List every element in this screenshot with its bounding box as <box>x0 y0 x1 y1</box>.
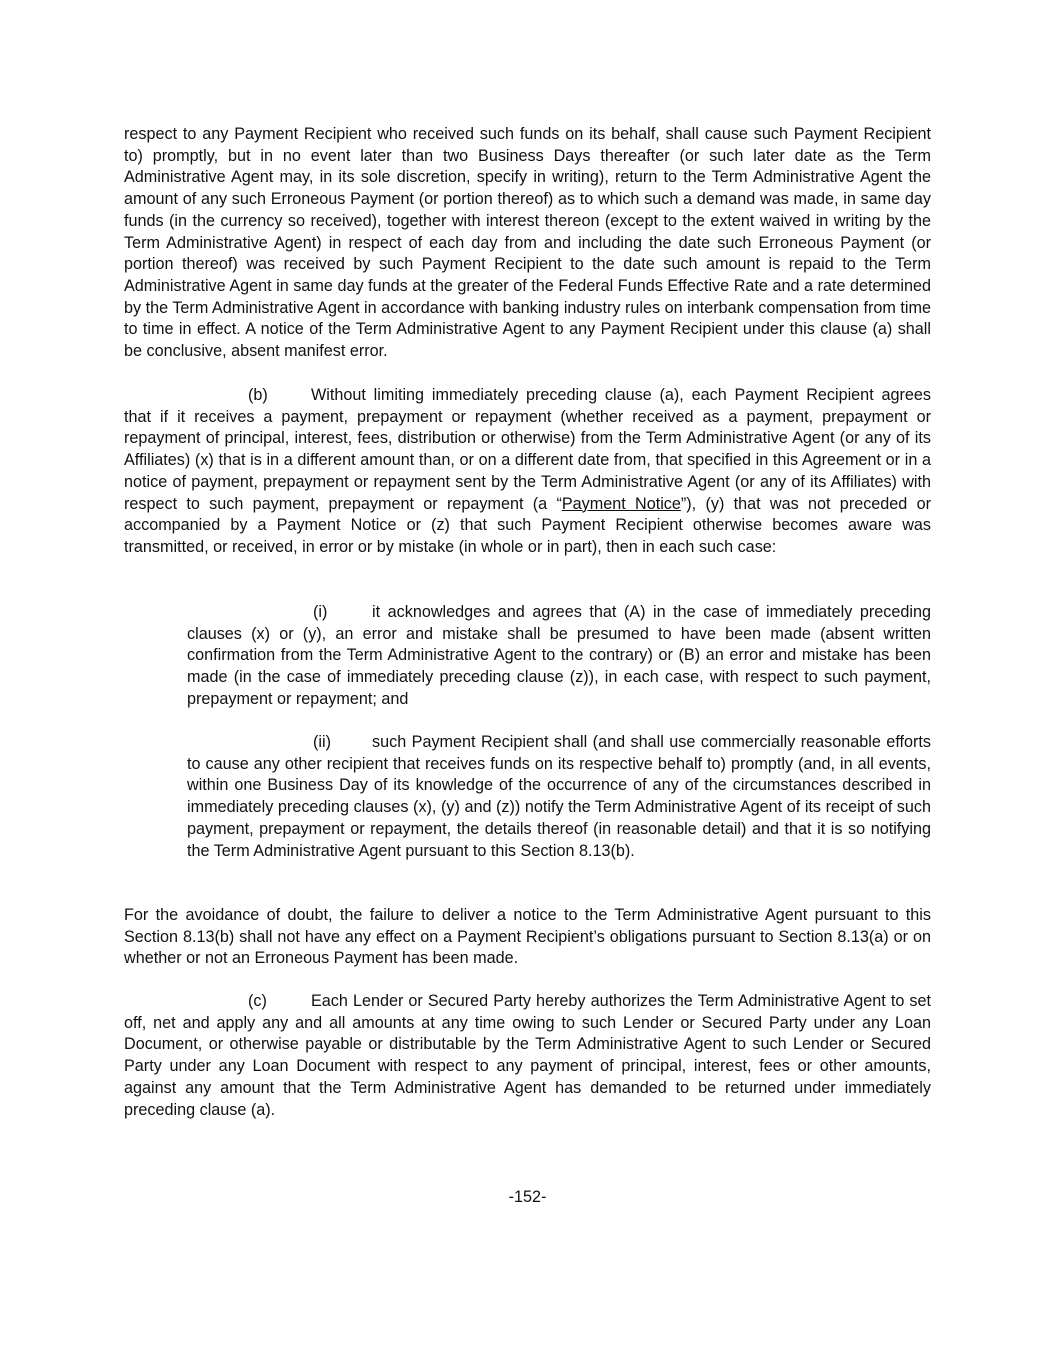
payment-notice-defined-term: Payment Notice <box>561 494 681 513</box>
subclause-ii <box>187 732 931 862</box>
subclause-ii-label: (ii) <box>313 733 331 751</box>
paragraph-c <box>124 991 931 1121</box>
subclause-i-text: it acknowledges and agrees that (A) in the case of immediately preceding clauses (x) or (y), an error and mistake shall be presumed to have been made (absent written confirmation from the Term Administrative Agent to the contrary) or (B) an error and mistake has been made (in the case of immediately preceding clause (z)), in each case, with respect to such payment, prepayment or repayment; and <box>187 603 931 708</box>
paragraph-a-continuation <box>124 124 931 363</box>
paragraph-b-label: (b) <box>248 386 268 404</box>
paragraph-b-text-1: Without limiting immediately preceding clause (a), each Payment Recipient agrees that if it receives a payment, prepayment or repayment (whether received as a payment, prepayment or repayment of principal, interest, fees, distribution or otherwise) from the Term Administrative Agent (or any of its Affiliates) (x) that is in a different amount than, or on a different date from, that specified in this Agreement or in a notice of payment, prepayment or repayment sent by the Term Administrative Agent (or any of its Affiliates) with respect to such payment, prepayment or repayment (a “ <box>124 386 931 513</box>
paragraph-c-text: Each Lender or Secured Party hereby authorizes the Term Administrative Agent to set off, net and apply any and all amounts at any time owing to such Lender or Secured Party under any Loan Document, or otherwise payable or distributable by the Term Administrative Agent to such Lender or Secured Party under any Loan Document with respect to any payment of principal, interest, fees or other amounts, against any amount that the Term Administrative Agent has demanded to be returned under immediately preceding clause (a). <box>124 992 931 1119</box>
paragraph-a-text: respect to any Payment Recipient who received such funds on its behalf, shall cause such Payment Recipient to) promptly, but in no event later than two Business Days thereafter (or such later date as the Term Administrative Agent may, in its sole discretion, specify in writing), return to the Term Administrative Agent the amount of any such Erroneous Payment (or portion thereof) as to which such a demand was made, in same day funds (in the currency so received), together with interest thereon (except to the extent waived in writing by the Term Administrative Agent) in respect of each day from and including the date such Erroneous Payment (or portion thereof) was received by such Payment Recipient to the date such amount is repaid to the Term Administrative Agent in same day funds at the greater of the Federal Funds Effective Rate and a rate determined by the Term Administrative Agent in accordance with banking industry rules on interbank compensation from time to time in effect. A notice of the Term Administrative Agent to any Payment Recipient under this clause (a) shall be conclusive, absent manifest error. <box>124 125 931 361</box>
paragraph-c-label: (c) <box>248 992 267 1010</box>
paragraph-b-text-2: ”), (y) that was not preceded or accompanied by a Payment Notice or (z) that such Payment Recipient otherwise becomes aware was transmitted, or received, in error or by mistake (in whole or in part), then in each such case: <box>124 494 931 556</box>
subclause-i <box>187 602 931 711</box>
page-number: -152- <box>508 1188 547 1206</box>
avoidance-of-doubt-paragraph <box>124 905 931 970</box>
avoidance-of-doubt-text: For the avoidance of doubt, the failure to deliver a notice to the Term Administrative Agent pursuant to this Section 8.13(b) shall not have any effect on a Payment Recipient’s obligations pursuant to Section 8.13(a) or on whether or not an Erroneous Payment has been made. <box>124 906 931 968</box>
paragraph-b <box>124 385 931 559</box>
subclause-ii-text: such Payment Recipient shall (and shall use commercially reasonable efforts to cause any other recipient that receives funds on its respective behalf to) promptly (and, in all events, within one Business Day of its knowledge of the occurrence of any of the circumstances described in immediately preceding clauses (x), (y) and (z)) notify the Term Administrative Agent of its receipt of such payment, prepayment or repayment, the details thereof (in reasonable detail) and that it is so notifying the Term Administrative Agent pursuant to this Section 8.13(b). <box>187 733 931 860</box>
subclause-i-label: (i) <box>313 603 328 621</box>
